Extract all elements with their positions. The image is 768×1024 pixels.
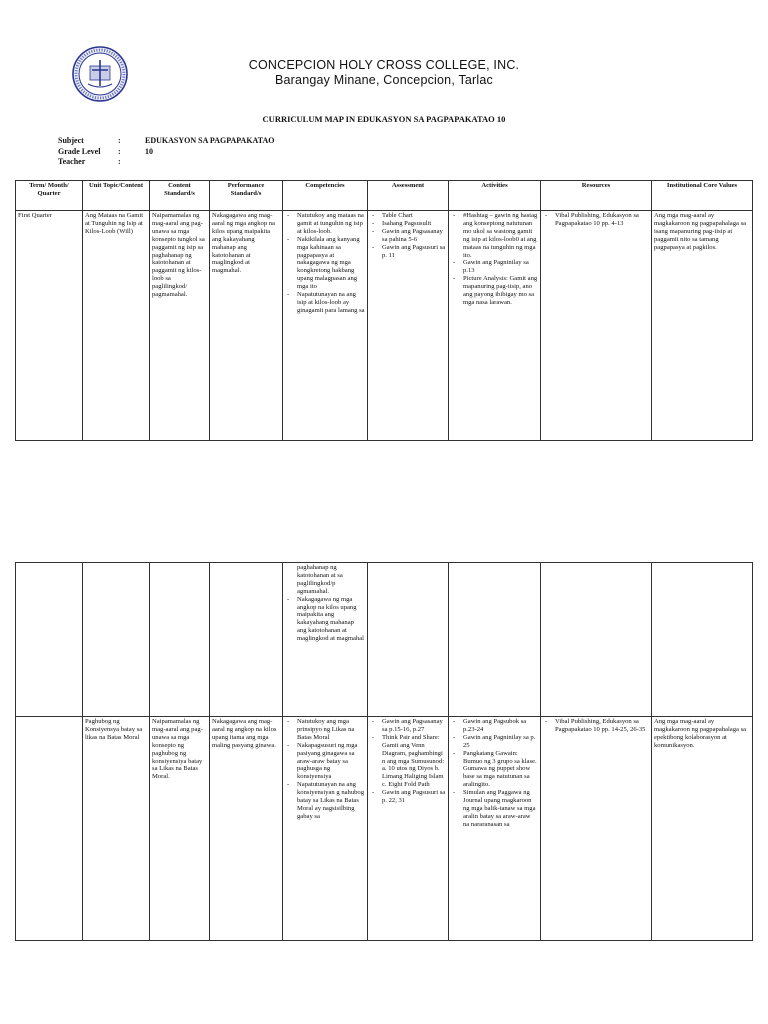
term-cell — [16, 717, 83, 941]
content-standard-cell — [150, 563, 210, 717]
competencies-cell — [283, 717, 368, 941]
list-item: - Gawin ang Pagsusuri sa p. 11 — [370, 244, 446, 260]
core-values-cell: Ang mga mag-aaral ay magkakaroon ng pagpapahalaga sa epektibong kolaborasyon at komunikasyon. — [652, 717, 753, 941]
meta-row-grade — [58, 147, 274, 158]
column-header: Activities — [449, 181, 541, 211]
assessment-cell — [368, 211, 449, 441]
column-header: Competencies — [283, 181, 368, 211]
subject-info — [58, 136, 274, 168]
assessment-cell — [368, 717, 449, 941]
list-item: - Gawin ang Pagsasanay sa pahina 5-6 — [370, 228, 446, 244]
school-address: Barangay Minane, Concepcion, Tarlac — [274, 73, 493, 87]
term-cell: First Quarter — [16, 211, 83, 441]
list-item: - Think Pair and Share: Gamit ang Venn Diagram, paghambingi n ang mga Sumusunod: a. 10 utos ng Diyos b. Limang Haliging Islam c. Eight Fold Path — [370, 734, 446, 789]
topic-cell: Ang Mataas na Gamit at Tunguhin ng Isip at Kilos-Loob (Will) — [83, 211, 150, 441]
column-header: Term/ Month/ Quarter — [16, 181, 83, 211]
performance-standard-cell: Nakagagawa ang mag-aaral ng angkop na kilos upang itama ang mga maling pasyang ginawa. — [210, 717, 283, 941]
table-row — [16, 211, 753, 441]
column-header: Unit Topic/Content — [83, 181, 150, 211]
column-header: Assessment — [368, 181, 449, 211]
performance-standard-cell — [210, 563, 283, 717]
core-values-cell: Ang mga mag-aaral ay magkakaroon ng pagpapahalaga sa isang mapanuring pag-iisip at paggamit nito sa tamang pagpapasya at pagkilos. — [652, 211, 753, 441]
list-item: - Natutukoy ang mataas na gamit at tunguhin ng isip at kilos-loob. — [285, 212, 365, 236]
meta-label: Subject — [58, 136, 84, 145]
meta-row-subject — [58, 136, 274, 147]
school-name: CONCEPCION HOLY CROSS COLLEGE, INC. — [248, 58, 520, 72]
competency-continuation: paghahanap ng katotohanan at sa paglilingkod/p agmamahal. — [297, 564, 343, 595]
column-header: Performance Standard/s — [210, 181, 283, 211]
list-item: - Isahang Pagsusulit — [370, 220, 446, 228]
list-item: - Gawin ang Pagninilay sa p. 25 — [451, 734, 538, 750]
content-standard-cell: Naipamamalas ng mag-aaral ang pag-unawa sa mga konsepto ng paghubog ng konsiyensiya batay sa Likas na Batas Moral. — [150, 717, 210, 941]
competencies-cell — [283, 563, 368, 717]
list-item: - Simulan ang Paggawa ng Journal upang magkaroon ng mga balik-tanaw sa mga aralin batay sa araw-araw na nararanasan sa — [451, 789, 538, 829]
meta-row-teacher — [58, 157, 274, 168]
curriculum-table-page2 — [15, 562, 753, 941]
meta-label: Grade Level — [58, 146, 101, 156]
core-values-cell — [652, 563, 753, 717]
resources-cell — [541, 563, 652, 717]
list-item: - Gawin ang Pagsasanay sa p.15-16, p.27 — [370, 718, 446, 734]
term-cell — [16, 563, 83, 717]
activities-cell — [449, 717, 541, 941]
topic-cell: Paghubog ng Konsiyensya batay sa likas na Batas Moral — [83, 717, 150, 941]
meta-label: Teacher — [58, 157, 86, 166]
meta-colon: : — [118, 136, 121, 145]
activities-cell — [449, 563, 541, 717]
list-item: - Table Chart — [370, 212, 446, 220]
school-header — [150, 58, 618, 88]
activities-cell — [449, 211, 541, 441]
table-row-continued — [16, 563, 753, 717]
list-item: - Nakikilala ang kanyang mga kahinaan sa pagpapasya at nakagagawa ng mga kongkretong hakbang upang malagpasan ang mga ito — [285, 236, 365, 291]
table-row — [16, 717, 753, 941]
document-title: CURRICULUM MAP IN EDUKASYON SA PAGPAPAKATAO 10 — [262, 114, 506, 124]
list-item: - Nakagagawa ng mga angkop na kilos upang maipakita ang kakayahang mahanap ang katotohanan at maglingkod at magmahal — [285, 596, 365, 643]
competencies-cell — [283, 211, 368, 441]
list-item: - #Hashtag – gawin ng hastag ang konseptong natutunan mo ukol sa wastong gamit ng isip at kilos-loob0 at ang mataas na tunguhin ng mga ito. — [451, 212, 538, 259]
column-header: Resources — [541, 181, 652, 211]
meta-colon: : — [118, 157, 121, 166]
assessment-cell — [368, 563, 449, 717]
table-header-row — [16, 181, 753, 211]
meta-colon: : — [118, 146, 121, 156]
meta-value: 10 — [145, 146, 153, 156]
topic-cell — [83, 563, 150, 717]
list-item: - Gawin ang Pagsusuri sa p. 22, 31 — [370, 789, 446, 805]
list-item: - Napatutunayan na ang isip at kilos-loob ay ginagamit para lamang sa — [285, 291, 365, 315]
list-item: - Gawin ang Pagsubok sa p.23-24 — [451, 718, 538, 734]
school-seal-logo — [72, 46, 128, 102]
list-item: - Napatutunayan na ang konsiyensiyan g nahubog batay sa Likas na Batas Moral ay nagsisilbing gabay sa — [285, 781, 365, 821]
list-item: - Natutukoy ang mga prinsipyo ng Likas na Batas Moral — [285, 718, 365, 742]
list-item: - Gawin ang Pagninilay sa p.13 — [451, 259, 538, 275]
list-item: - Vibal Publishing, Edukasyon sa Pagpapakatao 10 pp. 14-25, 26-35 — [543, 718, 649, 734]
resources-cell — [541, 717, 652, 941]
list-item: - Nakapagsusuri ng mga pasiyang ginagawa sa araw-araw batay sa paghusga ng konsiyensiya — [285, 742, 365, 782]
meta-value: EDUKASYON SA PAGPAPAKATAO — [145, 136, 275, 145]
column-header: Content Standard/s — [150, 181, 210, 211]
content-standard-cell: Naipamamalas ng mag-aaral ang pag-unawa sa mga konsepto tungkol sa paggamit ng isip sa paghahanap ng katotohanan at paggamit ng kilos-loob sa paglilingkod/ pagmamahal. — [150, 211, 210, 441]
column-header: Institutional Core Values — [652, 181, 753, 211]
list-item: - Pangkatang Gawain: Bumuo ng 3 grupo sa klase. Gumawa ng puppet show base sa mga natutunan sa aralingito. — [451, 750, 538, 790]
performance-standard-cell: Nakagagawa ang mag-aaral ng mga angkop na kilos upang maipakita ang kakayahang mahanap ang katotohanan at maglingkod at magmahal. — [210, 211, 283, 441]
list-item: - Picture Analysis: Gamit ang mapanuring pag-iisip, ano ang payong ibibigay mo sa mga nasa larawan. — [451, 275, 538, 307]
resources-cell — [541, 211, 652, 441]
list-item: - Vibal Publishing, Edukasyon sa Pagpapakatao 10 pp. 4-13 — [543, 212, 649, 228]
curriculum-table-page1 — [15, 180, 753, 441]
